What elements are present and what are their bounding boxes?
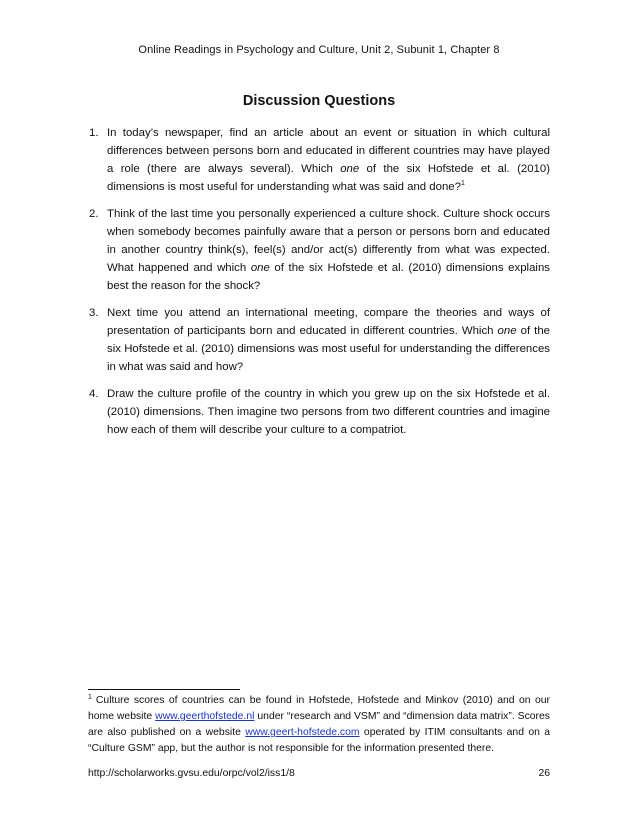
- footnote-text-segment: under “research and VSM” and “dimension data matrix”. Scores are also published on a website: [88, 711, 550, 738]
- running-footer: [88, 768, 550, 779]
- question-item: [89, 305, 550, 377]
- question-item: [89, 206, 550, 296]
- question-text-segment: of the six Hofstede et al. (2010) dimensions was most useful for understanding the differences in what was said and how?: [107, 325, 550, 373]
- footnote: [88, 693, 550, 757]
- discussion-question-list: [89, 125, 550, 450]
- footnote-link[interactable]: www.geert-hofstede.com: [245, 727, 360, 738]
- question-text-segment: of the six Hofstede et al. (2010) dimensions explains best the reason for the shock?: [107, 261, 550, 292]
- question-number: 1.: [89, 127, 99, 139]
- question-text-segment: of the six Hofstede et al. (2010) dimensions is most useful for understanding what was said and done?: [107, 162, 550, 193]
- question-text: [107, 206, 550, 296]
- question-item: [89, 125, 550, 197]
- question-text: [107, 386, 550, 440]
- question-text-segment: one: [250, 261, 270, 274]
- footnote-marker: 1: [88, 693, 92, 701]
- running-header: Online Readings in Psychology and Culture, Unit 2, Subunit 1, Chapter 8: [138, 44, 500, 56]
- page-number: 26: [538, 768, 550, 779]
- question-text-segment: one: [497, 325, 517, 338]
- footnote-text-segment: Culture scores of countries can be found in Hofstede, Hofstede and Minkov (2010) and on our home website: [88, 695, 550, 722]
- footnote-link[interactable]: www.geerthofstede.nl: [155, 711, 255, 722]
- question-number: 3.: [89, 307, 99, 320]
- question-text-segment: Think of the last time you personally experienced a culture shock. Culture shock occurs when somebody becomes painfully aware that a person or persons born and educated in another country think(s), feel(s) and/or act(s) differently from what was expected. What happened and which: [107, 208, 550, 274]
- question-text-segment: one: [340, 162, 360, 175]
- footnote-reference: 1: [460, 179, 465, 187]
- question-text: [107, 305, 550, 377]
- question-text-segment: Next time you attend an international meeting, compare the theories and ways of presentation of participants born and educated in different countries. Which: [107, 307, 550, 338]
- footnote-divider: [88, 689, 240, 690]
- question-item: [89, 386, 550, 440]
- footer-url[interactable]: http://scholarworks.gvsu.edu/orpc/vol2/iss1/8: [88, 768, 295, 779]
- question-number: 2.: [89, 208, 99, 221]
- footnote-text-segment: operated by ITIM consultants and on a “Culture GSM” app, but the author is not responsible for the information presented there.: [88, 727, 551, 754]
- page-title: Discussion Questions: [242, 93, 396, 109]
- question-number: 4.: [89, 388, 99, 401]
- question-text-segment: In today’s newspaper, find an article about an event or situation in which cultural differences between persons born and educated in different countries may have played a role (there are always several). Which: [107, 127, 550, 175]
- question-text-segment: Draw the culture profile of the country in which you grew up on the six Hofstede et al. (2010) dimensions. Then imagine two persons from two different countries and imagine how each of them will describe your culture to a compatriot.: [107, 388, 550, 437]
- question-text: [107, 125, 550, 197]
